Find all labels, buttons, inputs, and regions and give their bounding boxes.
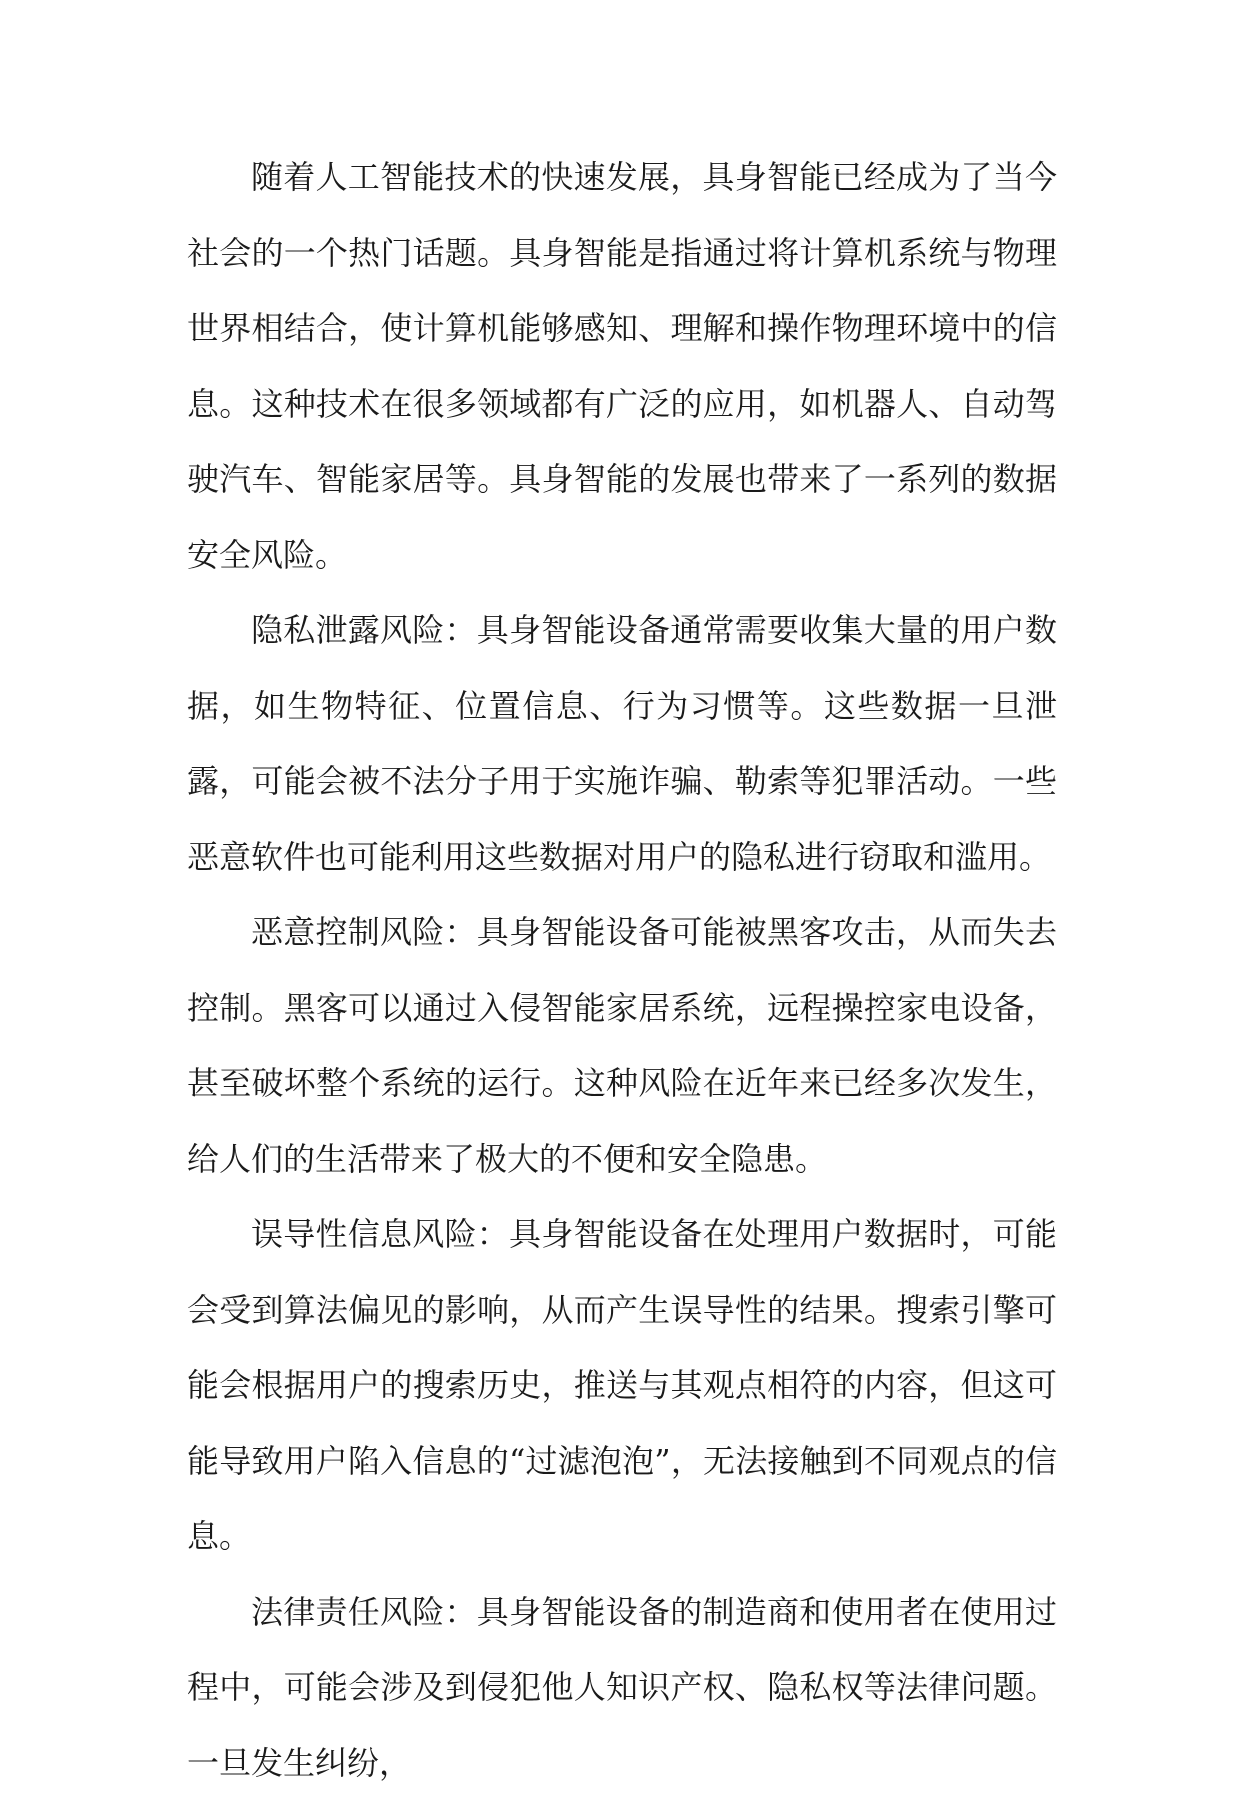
paragraph-privacy-leak-risk: 隐私泄露风险：具身智能设备通常需要收集大量的用户数据，如生物特征、位置信息、行为习惯等。这些数据一旦泄露，可能会被不法分子用于实施诈骗、勒索等犯罪活动。一些恶意软件也可能利用这些数据对用户的隐私进行窃取和滥用。 [187, 593, 1057, 895]
paragraph-malicious-control-risk: 恶意控制风险：具身智能设备可能被黑客攻击，从而失去控制。黑客可以通过入侵智能家居系统，远程操控家电设备，甚至破坏整个系统的运行。这种风险在近年来已经多次发生，给人们的生活带来了极大的不便和安全隐患。 [187, 895, 1057, 1197]
paragraph-legal-liability-risk: 法律责任风险：具身智能设备的制造商和使用者在使用过程中，可能会涉及到侵犯他人知识产权、隐私权等法律问题。一旦发生纠纷， [187, 1575, 1057, 1801]
document-body [187, 140, 1057, 1801]
paragraph-intro: 随着人工智能技术的快速发展，具身智能已经成为了当今社会的一个热门话题。具身智能是指通过将计算机系统与物理世界相结合，使计算机能够感知、理解和操作物理环境中的信息。这种技术在很多领域都有广泛的应用，如机器人、自动驾驶汽车、智能家居等。具身智能的发展也带来了一系列的数据安全风险。 [187, 140, 1057, 593]
paragraph-misleading-info-risk: 误导性信息风险：具身智能设备在处理用户数据时，可能会受到算法偏见的影响，从而产生误导性的结果。搜索引擎可能会根据用户的搜索历史，推送与其观点相符的内容，但这可能导致用户陷入信息的“过滤泡泡”，无法接触到不同观点的信息。 [187, 1197, 1057, 1575]
